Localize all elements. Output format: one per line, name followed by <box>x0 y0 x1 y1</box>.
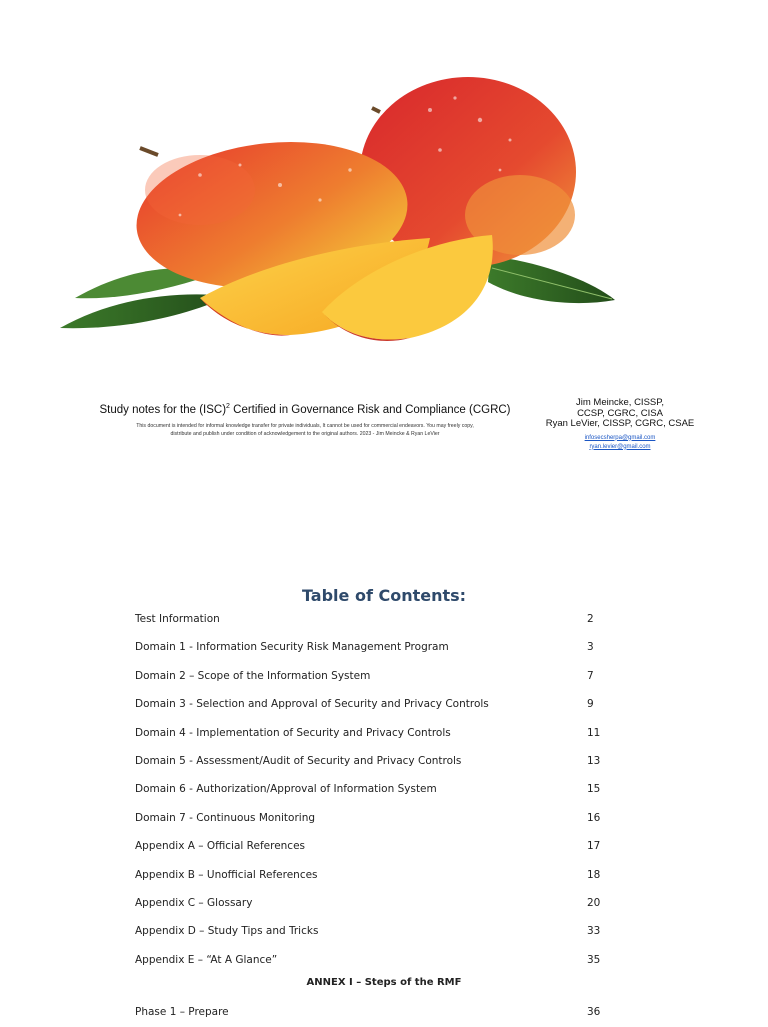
toc-entry-page: 15 <box>587 783 601 796</box>
toc-entry-label: Appendix E – “At A Glance” <box>135 953 278 966</box>
toc-entry-page: 35 <box>587 953 601 966</box>
toc-entry[interactable] <box>135 663 605 691</box>
author-line: Jim Meincke, CISSP, <box>576 397 664 408</box>
toc-entry[interactable] <box>135 634 605 662</box>
toc-entry[interactable] <box>135 776 605 804</box>
toc-entry-label: Domain 3 - Selection and Approval of Security and Privacy Controls <box>135 698 489 711</box>
toc-entry[interactable] <box>135 606 605 634</box>
toc-entry[interactable] <box>135 918 605 946</box>
toc-entry[interactable] <box>135 999 605 1027</box>
toc-entry-page: 2 <box>587 613 594 625</box>
toc-entry[interactable] <box>135 748 605 776</box>
document-header <box>70 403 540 438</box>
email-link-jim[interactable]: infosecsherpa@gmail.com <box>584 434 656 441</box>
toc-entry-label: Domain 2 – Scope of the Information System <box>135 669 371 682</box>
toc-entry-page: 13 <box>587 754 601 767</box>
email-link-ryan[interactable]: ryan.levier@gmail.com <box>589 443 651 450</box>
toc-list <box>135 606 605 975</box>
toc-entry-page: 9 <box>587 698 594 711</box>
mango-photo <box>0 0 768 390</box>
toc-entry-page: 18 <box>587 868 601 881</box>
toc-entry-page: 33 <box>587 925 601 938</box>
toc-entry-page: 7 <box>587 669 594 682</box>
author-line: Ryan LeVier, CISSP, CGRC, CSAE <box>545 418 695 429</box>
toc-entry-label: Test Information <box>135 613 220 625</box>
toc-entry-label: Domain 5 - Assessment/Audit of Security and Privacy Controls <box>135 754 462 767</box>
toc-heading: Table of Contents: <box>301 586 467 605</box>
toc-entry[interactable] <box>135 691 605 719</box>
toc-entry-label: Appendix A – Official References <box>135 840 306 853</box>
toc-entry-page: 16 <box>587 811 601 824</box>
toc-entry-page: 20 <box>587 896 601 909</box>
toc-entry[interactable] <box>135 720 605 748</box>
toc-entry-page: 36 <box>587 1006 601 1018</box>
toc-entry-label: Phase 1 – Prepare <box>135 1006 229 1018</box>
toc-entry-page: 11 <box>587 726 601 739</box>
toc-entry-label: Domain 6 - Authorization/Approval of Information System <box>135 783 437 796</box>
author-line: CCSP, CGRC, CISA <box>577 407 663 419</box>
toc-entry-label: Appendix D – Study Tips and Tricks <box>135 925 319 938</box>
annex-heading: ANNEX I – Steps of the RMF <box>306 977 462 988</box>
toc-entry-label: Appendix B – Unofficial References <box>135 868 318 881</box>
toc-entry-label: Domain 7 - Continuous Monitoring <box>135 811 316 824</box>
usage-disclaimer: This document is intended for informal knowledge transfer for private individuals, It cannot be used for commercial endeavors. You may freely copy, distribute and publish under condition of acknowledgement to the original authors. 2023 - Jim Meincke & Ryan LeVier <box>136 422 474 437</box>
toc-entry-label: Domain 4 - Implementation of Security and Privacy Controls <box>135 726 451 739</box>
toc-entry[interactable] <box>135 947 605 975</box>
study-notes-title: Study notes for the (ISC)$^2$ Certified in Governance Risk and Compliance (CGRC) <box>99 403 511 416</box>
toc-entry-label: Appendix C – Glossary <box>135 896 253 909</box>
toc-entry-page: 3 <box>587 641 594 654</box>
author-block <box>520 398 720 452</box>
toc-entry[interactable] <box>135 862 605 890</box>
toc-entry[interactable] <box>135 833 605 861</box>
toc-entry-page: 17 <box>587 840 601 853</box>
annex-list <box>135 999 605 1027</box>
toc-entry[interactable] <box>135 805 605 833</box>
toc-entry-label: Domain 1 - Information Security Risk Management Program <box>135 641 449 654</box>
toc-entry[interactable] <box>135 890 605 918</box>
